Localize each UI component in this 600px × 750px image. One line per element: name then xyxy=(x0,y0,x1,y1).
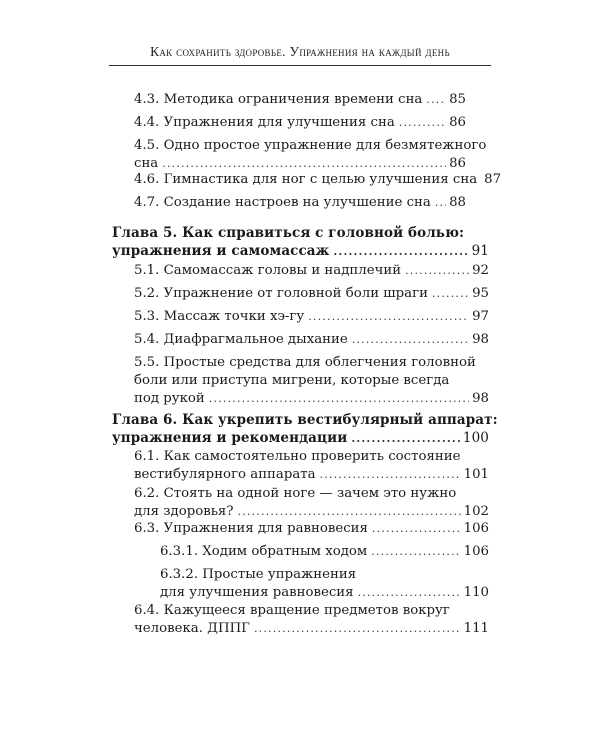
toc-entry-4-5[interactable] xyxy=(134,137,487,173)
toc-page-number: 110 xyxy=(463,585,489,600)
toc-page-number: 100 xyxy=(462,430,489,446)
dot-leader xyxy=(333,243,468,261)
dot-leader xyxy=(209,390,469,408)
dot-leader xyxy=(308,308,469,326)
toc-entry-title-cont: боли или приступа мигрени, которые всегда xyxy=(134,373,450,388)
dot-leader xyxy=(371,543,460,561)
toc-entry-title: 5.3. Массаж точки хэ-гу xyxy=(134,309,305,324)
toc-entry-title: 6.1. Как самостоятельно проверить состояние xyxy=(134,449,461,464)
toc-entry-title-cont: для улучшения равновесия xyxy=(160,585,354,600)
toc-entry-title: 4.4. Упражнения для улучшения сна xyxy=(134,115,395,130)
dot-leader xyxy=(352,331,469,349)
dot-leader xyxy=(435,194,446,212)
dot-leader xyxy=(405,262,469,280)
toc-entry-4-4[interactable] xyxy=(134,114,466,132)
toc-entry-4-3[interactable] xyxy=(134,91,466,109)
toc-entry-5-4[interactable] xyxy=(134,331,489,349)
toc-page-number: 106 xyxy=(463,521,489,536)
toc-entry-title-cont: для здоровья? xyxy=(134,504,234,519)
toc-page-number: 91 xyxy=(471,243,489,259)
toc-chapter-6[interactable] xyxy=(112,411,498,448)
toc-entry-title: 6.3.1. Ходим обратным ходом xyxy=(160,544,368,559)
toc-entry-title: 5.5. Простые средства для облегчения головной xyxy=(134,355,476,370)
toc-entry-6-3[interactable] xyxy=(134,520,489,538)
dot-leader xyxy=(254,620,461,638)
toc-page-number: 102 xyxy=(463,504,489,519)
toc-entry-title-cont: сна xyxy=(134,156,159,171)
dot-leader xyxy=(237,503,460,521)
toc-entry-title: 6.4. Кажущееся вращение предметов вокруг xyxy=(134,603,450,618)
toc-page-number: 98 xyxy=(472,391,489,406)
toc-entry-title: 6.3. Упражнения для равновесия xyxy=(134,521,368,536)
dot-leader xyxy=(358,584,461,602)
toc-entry-title: 4.7. Создание настроев на улучшение сна xyxy=(134,195,431,210)
toc-page-number: 92 xyxy=(472,263,489,278)
toc-entry-4-6[interactable] xyxy=(134,171,502,189)
toc-page-number: 111 xyxy=(463,621,489,636)
toc-entry-6-1[interactable] xyxy=(134,448,489,484)
toc-entry-title: 4.5. Одно простое упражнение для безмятежного xyxy=(134,138,487,153)
toc-entry-title: 6.2. Стоять на одной ноге — зачем это нужно xyxy=(134,486,457,501)
toc-entry-5-1[interactable] xyxy=(134,262,489,280)
toc-entry-title: 4.3. Методика ограничения времени сна xyxy=(134,92,423,107)
toc-entry-4-7[interactable] xyxy=(134,194,466,212)
dot-leader xyxy=(399,114,446,132)
toc-entry-title: 5.2. Упражнение от головной боли шраги xyxy=(134,286,428,301)
toc-chapter-5[interactable] xyxy=(112,224,489,261)
toc-page-number: 98 xyxy=(472,332,489,347)
toc-page-number: 86 xyxy=(449,156,466,171)
chapter-title: Глава 5. Как справиться с головной болью: xyxy=(112,225,465,241)
dot-leader xyxy=(426,91,446,109)
toc-entry-6-3-1[interactable] xyxy=(160,543,489,561)
toc-entry-title: 5.4. Диафрагмальное дыхание xyxy=(134,332,348,347)
toc-entry-5-2[interactable] xyxy=(134,285,489,303)
toc-page-number: 95 xyxy=(472,286,489,301)
dot-leader xyxy=(320,466,461,484)
toc-page-number: 87 xyxy=(484,172,502,187)
toc-entry-6-2[interactable] xyxy=(134,485,489,521)
toc-page-number: 101 xyxy=(463,467,489,482)
toc-entry-title-cont: человека. ДППГ xyxy=(134,621,250,636)
toc-entry-6-4[interactable] xyxy=(134,602,489,638)
dot-leader xyxy=(432,285,469,303)
toc-entry-title-cont: вестибулярного аппарата xyxy=(134,467,316,482)
toc-entry-title: 6.3.2. Простые упражнения xyxy=(160,567,357,582)
running-head-title: Как сохранить здоровье. Упражнения на каждый день xyxy=(150,44,450,59)
chapter-title: Глава 6. Как укрепить вестибулярный аппарат: xyxy=(112,412,498,428)
toc-page-number: 106 xyxy=(463,544,489,559)
toc-entry-5-5[interactable] xyxy=(134,354,489,408)
toc-entry-title-cont: под рукой xyxy=(134,391,205,406)
toc-entry-6-3-2[interactable] xyxy=(160,566,489,602)
dot-leader xyxy=(351,430,460,448)
toc-page-number: 97 xyxy=(472,309,489,324)
toc-page-number: 85 xyxy=(449,92,466,107)
toc-entry-title: 4.6. Гимнастика для ног с целью улучшения сна xyxy=(134,172,478,187)
toc-entry-5-3[interactable] xyxy=(134,308,489,326)
toc-page-number: 86 xyxy=(449,115,466,130)
toc-entry-title: 5.1. Самомассаж головы и надплечий xyxy=(134,263,402,278)
chapter-title-cont: упражнения и рекомендации xyxy=(112,430,348,446)
toc-page-number: 88 xyxy=(449,195,466,210)
dot-leader xyxy=(372,520,461,538)
chapter-title-cont: упражнения и самомассаж xyxy=(112,243,330,259)
